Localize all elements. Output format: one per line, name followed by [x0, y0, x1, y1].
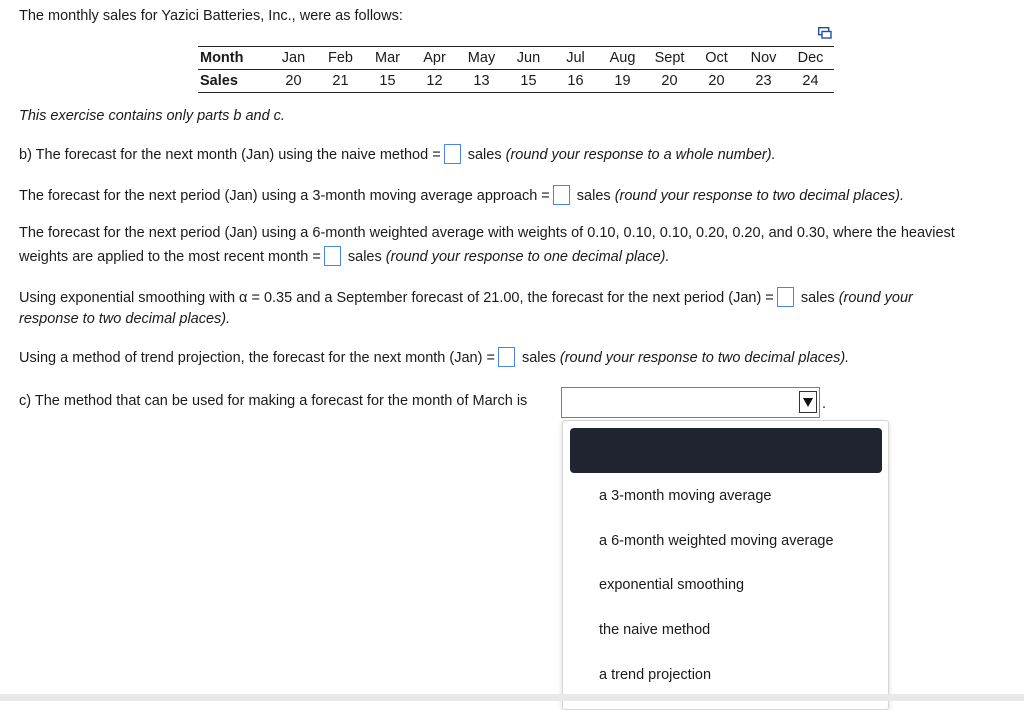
naive-answer-input[interactable] [444, 144, 461, 164]
weighted-average-answer-input[interactable] [324, 246, 341, 266]
unit-label: sales [576, 187, 611, 204]
month-header: Month [198, 47, 270, 70]
month-cell: Sept [646, 47, 693, 70]
question-march-method: c) The method that can be used for making a forecast for the month of March is [19, 393, 528, 409]
sales-cell: 12 [411, 70, 458, 93]
question-weighted-line2 [19, 247, 670, 267]
sales-cell: 15 [505, 70, 552, 93]
moving-average-answer-input[interactable] [553, 185, 570, 205]
rounding-hint: (round your response to one decimal place). [385, 248, 670, 265]
trend-answer-input[interactable] [498, 347, 515, 367]
month-cell: Nov [740, 47, 787, 70]
copy-icon[interactable] [818, 27, 832, 39]
month-cell: Apr [411, 47, 458, 70]
sales-cell: 16 [552, 70, 599, 93]
sales-cell: 20 [646, 70, 693, 93]
month-cell: May [458, 47, 505, 70]
month-cell: Oct [693, 47, 740, 70]
bottom-scroll-bar[interactable] [0, 694, 1024, 701]
question-naive [19, 145, 776, 165]
question-trend [19, 348, 849, 368]
question-exp-text: Using exponential smoothing with α = 0.35 and a September forecast of 21.00, the forecast for the next period (Jan) = [19, 289, 774, 306]
month-cell: Aug [599, 47, 646, 70]
sales-header: Sales [198, 70, 270, 93]
sales-cell: 20 [693, 70, 740, 93]
month-cell: Mar [364, 47, 411, 70]
sales-cell: 15 [364, 70, 411, 93]
month-cell: Jul [552, 47, 599, 70]
dropdown-option[interactable]: a 6-month weighted moving average [599, 533, 834, 549]
sentence-period: . [822, 396, 827, 412]
intro-text: The monthly sales for Yazici Batteries, Inc., were as follows: [19, 8, 403, 24]
question-weighted-line1: The forecast for the next period (Jan) using a 6-month weighted average with weights of 0.10, 0.10, 0.10, 0.20, 0.20, and 0.30, where the heaviest [19, 225, 955, 241]
question-ma-text: The forecast for the next period (Jan) using a 3-month moving average approach = [19, 187, 550, 204]
sales-cell: 19 [599, 70, 646, 93]
method-select[interactable] [561, 387, 820, 418]
dropdown-option[interactable]: the naive method [599, 622, 711, 638]
unit-label: sales [800, 289, 835, 306]
month-cell: Dec [787, 47, 834, 70]
rounding-hint: (round your [838, 289, 913, 306]
unit-label: sales [467, 146, 502, 163]
rounding-hint: (round your response to a whole number). [505, 146, 776, 163]
rounding-hint: (round your response to two decimal places). [559, 349, 850, 366]
month-cell: Jun [505, 47, 552, 70]
question-exponential-line1 [19, 288, 913, 308]
sales-cell: 23 [740, 70, 787, 93]
sales-cell: 24 [787, 70, 834, 93]
method-dropdown-list [562, 420, 889, 710]
sales-row [198, 70, 834, 93]
month-cell: Feb [317, 47, 364, 70]
dropdown-option[interactable]: a 3-month moving average [599, 488, 772, 504]
month-cell: Jan [270, 47, 317, 70]
sales-table [198, 46, 834, 93]
dropdown-blank-option[interactable] [570, 428, 882, 473]
dropdown-option[interactable]: a trend projection [599, 667, 712, 683]
rounding-hint: (round your response to two decimal places). [614, 187, 905, 204]
question-exponential-line2: response to two decimal places). [19, 311, 231, 327]
unit-label: sales [521, 349, 556, 366]
triangle-down-icon[interactable] [799, 391, 817, 413]
unit-label: sales [347, 248, 382, 265]
question-weighted-text: weights are applied to the most recent month = [19, 248, 321, 265]
question-naive-text: b) The forecast for the next month (Jan) using the naive method = [19, 146, 441, 163]
dropdown-option[interactable]: exponential smoothing [599, 577, 745, 593]
month-row [198, 47, 834, 70]
question-moving-average [19, 186, 904, 206]
parts-note: This exercise contains only parts b and c. [19, 108, 285, 124]
sales-cell: 20 [270, 70, 317, 93]
exponential-answer-input[interactable] [777, 287, 794, 307]
sales-cell: 21 [317, 70, 364, 93]
question-trend-text: Using a method of trend projection, the forecast for the next month (Jan) = [19, 349, 495, 366]
sales-cell: 13 [458, 70, 505, 93]
